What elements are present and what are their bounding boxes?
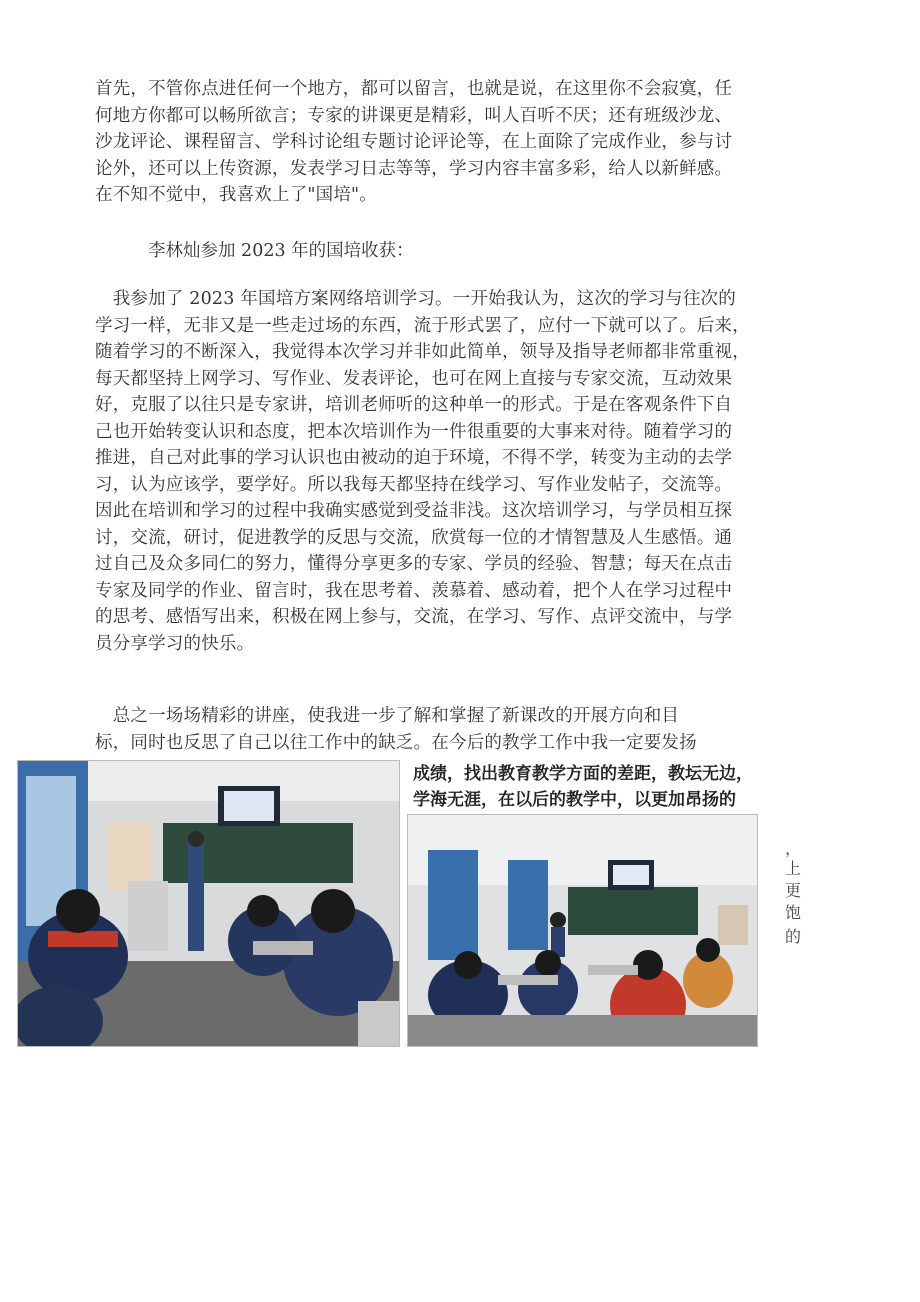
text-line: 推进，自己对此事的学习认识也由被动的迫于环境，不得不学，转变为主动的去学 xyxy=(95,448,733,468)
text-fragment: 更 xyxy=(785,881,802,900)
text-line: 在不知不觉中，我喜欢上了"国培"。 xyxy=(95,185,377,205)
paragraph-harvest xyxy=(95,286,830,657)
classroom-photo-left xyxy=(17,760,400,1047)
text-line: 因此在培训和学习的过程中我确实感觉到受益非浅。这次培训学习，与学员相互探 xyxy=(95,501,733,521)
paragraph-intro xyxy=(95,76,830,209)
text-line: 总之一场场精彩的讲座，使我进一步了解和掌握了新课改的开展方向和目 xyxy=(95,706,680,726)
text-line: 好，克服了以往只是专家讲，培训老师听的这种单一的形式。于是在客观条件下自 xyxy=(95,395,733,415)
text-line: 讨，交流，研讨，促进教学的反思与交流，欣赏每一位的才情智慧及人生感悟。通 xyxy=(95,527,733,548)
text-line: 学习一样，无非又是一些走过场的东西，流于形式罢了，应付一下就可以了。后来， xyxy=(95,315,750,336)
text-line: 己也开始转变认识和态度，把本次培训作为一件很重要的大事来对待。随着学习的 xyxy=(95,421,733,442)
section-heading: 李林灿参加 2023 年的国培收获： xyxy=(148,241,414,261)
classroom-illustration xyxy=(18,761,399,1046)
text-line: 员分享学习的快乐。 xyxy=(95,633,255,654)
paragraph-summary xyxy=(95,703,830,756)
text-line: 何地方你都可以畅所欲言；专家的讲课更是精彩，叫人百听不厌；还有班级沙龙、 xyxy=(95,105,733,126)
text-line: 随着学习的不断深入，我觉得本次学习并非如此简单，领导及指导老师都非常重视， xyxy=(95,342,750,362)
classroom-photo-right xyxy=(407,814,758,1047)
side-text-line: 成绩，找出教育教学方面的差距，教坛无边， xyxy=(413,764,753,784)
text-fragment: 饱 xyxy=(785,903,802,922)
text-line: 习，认为应该学，要学好。所以我每天都坚持在线学习、写作业发帖子，交流等。 xyxy=(95,474,733,495)
text-line: 的思考、感悟写出来，积极在网上参与，交流，在学习、写作、点评交流中，与学 xyxy=(95,607,733,627)
text-line: 每天都坚持上网学习、写作业、发表评论，也可在网上直接与专家交流，互动效果 xyxy=(95,368,733,389)
text-line: 我参加了 2023 年国培方案网络培训学习。一开始我认为，这次的学习与往次的 xyxy=(95,289,736,309)
text-line: 标，同时也反思了自己以往工作中的缺乏。在今后的教学工作中我一定要发扬 xyxy=(95,732,697,753)
text-line: 过自己及众多同仁的努力，懂得分享更多的专家、学员的经验、智慧；每天在点击 xyxy=(95,554,733,574)
text-line: 沙龙评论、课程留言、学科讨论组专题讨论评论等，在上面除了完成作业，参与讨 xyxy=(95,132,733,152)
text-line: 首先，不管你点进任何一个地方，都可以留言，也就是说，在这里你不会寂寞，任 xyxy=(95,79,733,99)
text-line: 论外，还可以上传资源，发表学习日志等等，学习内容丰富多彩，给人以新鲜感。 xyxy=(95,158,733,179)
text-fragment: 上 xyxy=(785,859,802,878)
text-line: 专家及同学的作业、留言时，我在思考着、羡慕着、感动着，把个人在学习过程中 xyxy=(95,580,733,601)
text-fragment: 的 xyxy=(785,927,802,946)
side-text-line: 学海无涯，在以后的教学中，以更加昂扬的 xyxy=(413,790,736,810)
text-fragment: ， xyxy=(785,839,802,858)
classroom-illustration xyxy=(408,815,757,1046)
